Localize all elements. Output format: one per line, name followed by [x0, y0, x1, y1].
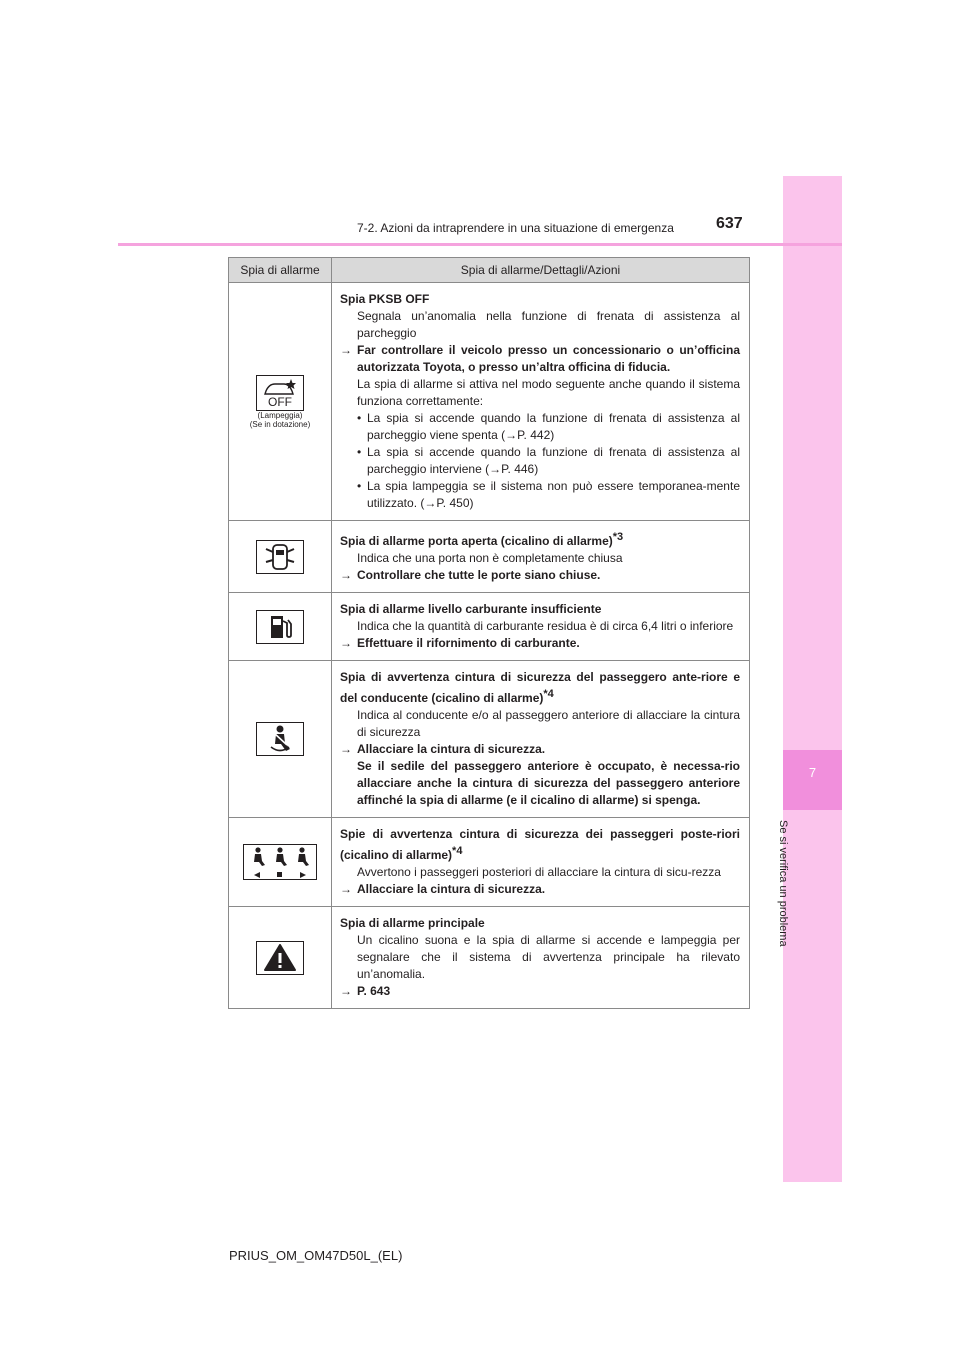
fuel-pump-icon [256, 610, 304, 644]
row-action: → Controllare che tutte le porte siano chiuse. [340, 568, 601, 582]
col-header-desc: Spia di allarme/Dettagli/Azioni [332, 258, 750, 283]
desc-cell [332, 818, 750, 907]
chapter-number: 7 [808, 765, 817, 780]
icon-cell [229, 593, 332, 661]
list-item: • La spia si accende quando la funzione di frenata di assistenza al parcheggio interviene (→P. 446) [357, 445, 740, 476]
desc-cell [332, 521, 750, 593]
document-code: PRIUS_OM_OM47D50L_(EL) [229, 1248, 403, 1263]
door-open-icon [256, 540, 304, 574]
desc-cell [332, 661, 750, 818]
icon-cell [229, 661, 332, 818]
table-row [229, 661, 750, 818]
row-action: → P. 643 [340, 984, 391, 998]
chapter-tab-active [783, 750, 842, 810]
row-title: Spie di avvertenza cintura di sicurezza dei passeggeri poste-riori (cicalino di allarme)*4 [340, 827, 740, 862]
row-title: Spia PKSB OFF [340, 292, 430, 306]
icon-cell [229, 907, 332, 1009]
row-description: Indica che una porta non è completamente chiusa [357, 551, 623, 565]
row-extra: La spia di allarme si attiva nel modo seguente anche quando il sistema funziona correttamente: [357, 377, 740, 408]
icon-cell [229, 521, 332, 593]
svg-text:OFF: OFF [268, 394, 292, 409]
warning-lights-table [228, 257, 750, 1009]
desc-cell [332, 907, 750, 1009]
icon-cell [229, 818, 332, 907]
list-item: • La spia lampeggia se il sistema non può essere temporanea-mente utilizzato. (→P. 450) [357, 479, 740, 510]
row-description: Un cicalino suona e la spia di allarme si accende e lampeggia per segnalare che il sistema di avvertenza principale ha rilevato un’anomalia. [357, 933, 740, 981]
header-rule [118, 243, 842, 246]
table-header-row [229, 258, 750, 283]
arrow-icon: → [340, 343, 352, 357]
row-action-detail: Se il sedile del passeggero anteriore è occupato, è necessa-rio allacciare anche la cintura di sicurezza del passeggero anteriore affinché la spia di allarme (e il cicalino di allarme) si spenga. [357, 759, 740, 807]
row-description: Indica al conducente e/o al passeggero anteriore di allacciare la cintura di sicurezza [357, 708, 740, 739]
table-row [229, 283, 750, 521]
table-row [229, 818, 750, 907]
row-title: Spia di allarme livello carburante insufficiente [340, 602, 602, 616]
pksb-off-icon [256, 375, 304, 411]
section-title: 7-2. Azioni da intraprendere in una situazione di emergenza [357, 221, 674, 235]
icon-note-if-equipped: (Se in dotazione) [249, 419, 311, 429]
desc-cell [332, 593, 750, 661]
master-warning-icon [256, 941, 304, 975]
arrow-icon: → [340, 568, 352, 582]
row-title: Spia di avvertenza cintura di sicurezza del passeggero ante-riore e del conducente (cicalino di allarme)*4 [340, 670, 740, 705]
row-description: Indica che la quantità di carburante residua è di circa 6,4 litri o inferiore [357, 619, 734, 633]
arrow-icon: → [340, 636, 352, 650]
row-action: → Allacciare la cintura di sicurezza. [340, 882, 546, 896]
table-row [229, 907, 750, 1009]
icon-note-flashing: (Lampeggia) [257, 410, 303, 420]
table-row [229, 521, 750, 593]
chapter-title: Se si verifica un problema [777, 820, 789, 947]
col-header-icon: Spia di allarme [229, 258, 332, 283]
row-title: Spia di allarme porta aperta (cicalino di allarme)*3 [340, 531, 624, 548]
table-row [229, 593, 750, 661]
seatbelt-rear-icon [243, 844, 317, 880]
row-description: Segnala un’anomalia nella funzione di frenata di assistenza al parcheggio [357, 309, 740, 340]
seatbelt-front-icon [256, 722, 304, 756]
row-action: → Effettuare il rifornimento di carburante. [340, 636, 580, 650]
icon-cell [229, 283, 332, 521]
row-title: Spia di allarme principale [340, 916, 485, 930]
list-item: • La spia si accende quando la funzione di frenata di assistenza al parcheggio viene spenta (→P. 442) [357, 411, 740, 442]
arrow-icon: → [340, 882, 352, 896]
row-action: → Allacciare la cintura di sicurezza. [340, 742, 546, 756]
arrow-icon: → [340, 984, 352, 998]
page-number: 637 [716, 215, 743, 232]
desc-cell [332, 283, 750, 521]
arrow-icon: → [340, 742, 352, 756]
row-action: → Far controllare il veicolo presso un concessionario o un’officina autorizzata Toyota, o presso un’altra officina di fiducia. [340, 343, 740, 374]
row-description: Avvertono i passeggeri posteriori di allacciare la cintura di sicu-rezza [357, 865, 721, 879]
chapter-sidebar [777, 176, 842, 1182]
